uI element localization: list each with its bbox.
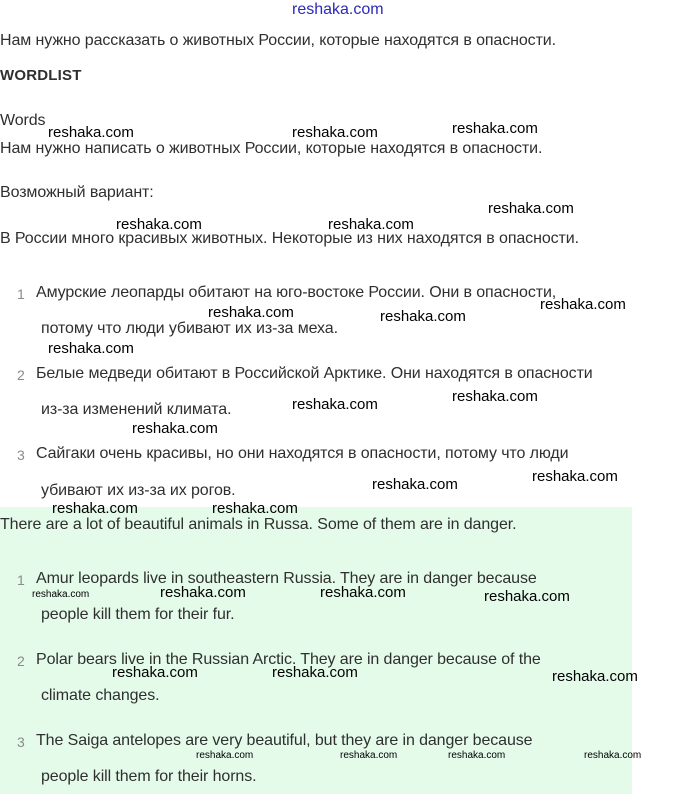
watermark: reshaka.com xyxy=(584,750,642,761)
watermark: reshaka.com xyxy=(48,124,134,141)
list-item-line: The Saiga antelopes are very beautiful, but they are in danger because xyxy=(36,732,533,749)
list-item-number: 3 xyxy=(17,734,25,750)
watermark: reshaka.com xyxy=(532,468,618,485)
watermark: reshaka.com xyxy=(372,476,458,493)
wordlist-heading: WORDLIST xyxy=(0,67,82,84)
list-item-line: из-за изменений климата. xyxy=(41,401,232,418)
list-item-line: убивают их из-за их рогов. xyxy=(41,482,236,499)
watermark: reshaka.com xyxy=(328,216,414,233)
list-item-number: 1 xyxy=(17,286,25,302)
list-item-line: Белые медведи обитают в Российской Арктике. Они находятся в опасности xyxy=(36,365,593,382)
watermark: reshaka.com xyxy=(552,668,638,685)
watermark: reshaka.com xyxy=(272,664,358,681)
english-intro: There are a lot of beautiful animals in Russa. Some of them are in danger. xyxy=(0,516,517,533)
list-item-line: Polar bears live in the Russian Arctic. They are in danger because of the xyxy=(36,651,541,668)
watermark: reshaka.com xyxy=(488,200,574,217)
watermark: reshaka.com xyxy=(484,588,570,605)
russian-intro: В России много красивых животных. Некоторые из них находятся в опасности. xyxy=(0,230,579,247)
watermark: reshaka.com xyxy=(292,396,378,413)
list-item-line: people kill them for their horns. xyxy=(41,768,257,785)
watermark: reshaka.com xyxy=(340,750,398,761)
watermark: reshaka.com xyxy=(32,589,90,600)
watermark: reshaka.com xyxy=(448,750,506,761)
watermark: reshaka.com xyxy=(196,750,254,761)
watermark: reshaka.com xyxy=(160,584,246,601)
list-item-line: Сайгаки очень красивы, но они находятся в опасности, потому что люди xyxy=(36,445,569,462)
list-item-line: потому что люди убивают их из-за меха. xyxy=(41,320,338,337)
list-item-line: Amur leopards live in southeastern Russia. They are in danger because xyxy=(36,570,537,587)
watermark: reshaka.com xyxy=(132,420,218,437)
list-item-number: 1 xyxy=(17,572,25,588)
list-item-line: climate changes. xyxy=(41,687,160,704)
list-item-number: 3 xyxy=(17,447,25,463)
list-item-line: Амурские леопарды обитают на юго-востоке России. Они в опасности, xyxy=(36,284,557,301)
watermark: reshaka.com xyxy=(320,584,406,601)
watermark: reshaka.com xyxy=(52,500,138,517)
watermark: reshaka.com xyxy=(452,120,538,137)
watermark: reshaka.com xyxy=(208,304,294,321)
task-line: Нам нужно рассказать о животных России, которые находятся в опасности. xyxy=(0,32,556,49)
watermark: reshaka.com xyxy=(452,388,538,405)
watermark: reshaka.com xyxy=(48,340,134,357)
watermark: reshaka.com xyxy=(112,664,198,681)
watermark: reshaka.com xyxy=(212,500,298,517)
task-line-2: Нам нужно написать о животных России, которые находятся в опасности. xyxy=(0,140,543,157)
list-item-line: people kill them for their fur. xyxy=(41,606,235,623)
list-item-number: 2 xyxy=(17,367,25,383)
words-label: Words xyxy=(0,112,46,129)
watermark: reshaka.com xyxy=(380,308,466,325)
variant-label: Возможный вариант: xyxy=(0,184,154,201)
site-header-link[interactable]: reshaka.com xyxy=(292,1,384,18)
list-item-number: 2 xyxy=(17,653,25,669)
watermark: reshaka.com xyxy=(292,124,378,141)
watermark: reshaka.com xyxy=(540,296,626,313)
watermark: reshaka.com xyxy=(116,216,202,233)
